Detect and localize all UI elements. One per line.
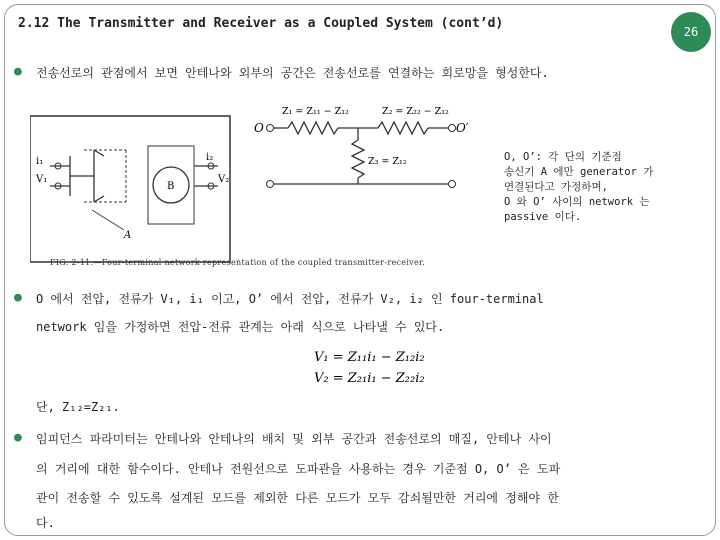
antenna-a-shape: [70, 150, 104, 202]
bullet-3-line-2: 의 거리에 대한 함수이다. 안테나 전원선으로 도파관을 사용하는 경우 기준점 O, O’ 은 도파: [36, 462, 561, 476]
page-number-badge: 26: [671, 12, 711, 52]
figure-label-b: B: [167, 181, 175, 192]
z3-label: Z₃ = Z₁₂: [368, 156, 407, 167]
terminal-o-label: O: [254, 121, 264, 135]
bullet-3-line-4: 다.: [36, 516, 55, 530]
figure-label-i1: i₁: [36, 156, 44, 167]
bullet-icon: ●: [14, 290, 22, 305]
figure-label-v1: V₁: [36, 174, 48, 185]
figure-label-v2: V₂: [218, 174, 230, 185]
figure-label-a: A: [124, 230, 132, 241]
z1-label: Z₁ = Z₁₁ − Z₁₂: [282, 106, 349, 117]
bullet-2-line-3: 단, Z₁₂=Z₂₁.: [36, 400, 120, 414]
z2-label: Z₂ = Z₂₂ − Z₁₂: [382, 106, 449, 117]
side-note-line-4: O 와 O’ 사이의 network 는: [504, 196, 650, 208]
four-terminal-figure: [30, 80, 480, 270]
bullet-3-line-3: 관이 전송할 수 있도록 설계된 모드를 제외한 다른 모드가 모두 감쇠될만한 거리에 정해야 한: [36, 491, 559, 505]
bullet-3-line-1: 임피던스 파라미터는 안테나와 안테나의 배치 및 외부 공간과 전송선로의 매질, 안테나 사이: [36, 432, 552, 446]
bullet-1-line-1: 전송선로의 관점에서 보면 안테나와 외부의 공간은 전송선로를 연결하는 회로망을 형성한다.: [36, 66, 549, 80]
slide-title: 2.12 The Transmitter and Receiver as a Coupled System (cont’d): [18, 16, 504, 31]
terminal-o-prime-label: O′: [456, 121, 469, 135]
bullet-icon: ●: [14, 64, 22, 79]
bullet-2-line-1: O 에서 전압, 전류가 V₁, i₁ 이고, O’ 에서 전압, 전류가 V₂, i₂ 인 four-terminal: [36, 292, 544, 306]
bullet-icon: ●: [14, 430, 22, 445]
figure-caption: FIG. 2-11.—Four-terminal network representation of the coupled transmitter-receiver.: [50, 258, 426, 267]
side-note-line-2: 송신기 A 에만 generator 가: [504, 166, 654, 178]
side-note-line-3: 연결된다고 가정하며,: [504, 181, 608, 193]
side-note-line-5: passive 이다.: [504, 211, 582, 223]
equation-1: V₁ = Z₁₁i₁ − Z₁₂i₂: [314, 350, 425, 365]
equation-block: [310, 344, 430, 390]
side-note-line-1: O, O’: 각 단의 기준점: [504, 151, 622, 163]
figure-label-i2: i₂: [206, 152, 214, 163]
equation-2: V₂ = Z₂₁i₁ − Z₂₂i₂: [314, 371, 425, 386]
bullet-2-line-2: network 임을 가정하면 전압-전류 관계는 아래 식으로 나타낼 수 있다.: [36, 320, 445, 334]
